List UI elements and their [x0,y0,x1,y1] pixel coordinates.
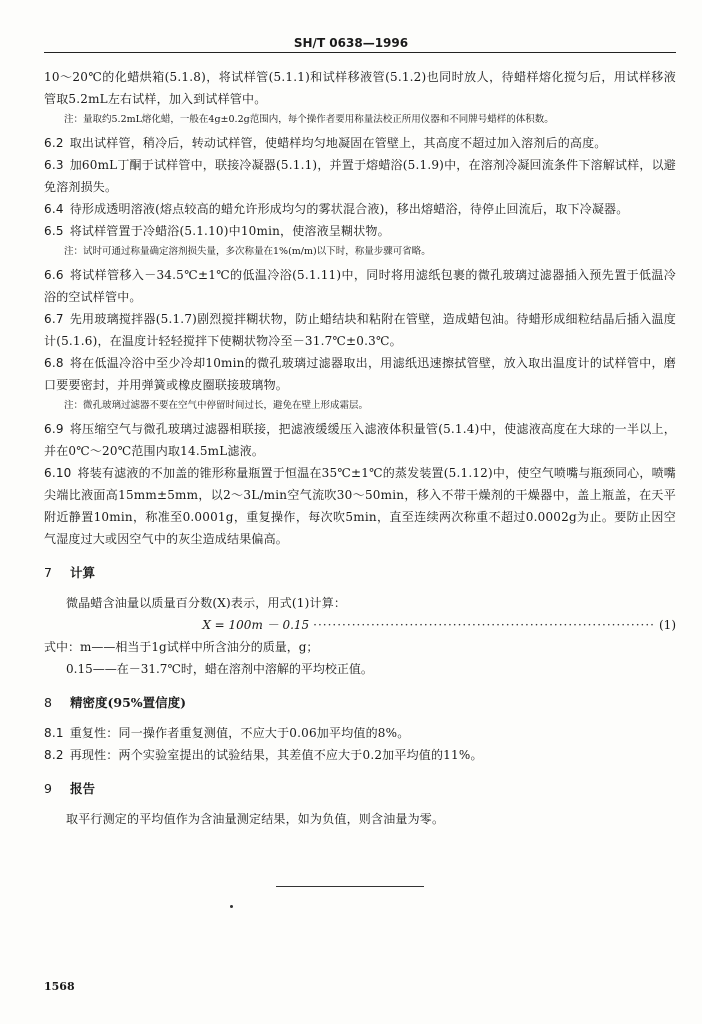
variable-constant-definition: 0.15——在－31.7℃时，蜡在溶剂中溶解的平均校正值。 [66,662,373,676]
clause-text: 取出试样管，稍冷后，转动试样管，使蜡样均匀地凝固在管壁上，其高度不超过加入溶剂后的高度。 [69,136,607,150]
clause-6-5 [44,220,676,242]
clause-text: 待形成透明溶液(熔点较高的蜡允许形成均匀的雾状混合液)，移出熔蜡浴，待停止回流后，取下冷凝器。 [69,202,629,216]
clause-number: 6.8 [44,356,64,370]
section-title: 精密度(95%置信度) [69,695,187,710]
clause-text: 加60mL丁酮于试样管中，联接冷凝器(5.1.1)，并置于熔蜡浴(5.1.9)中，在溶剂冷凝回流条件下溶解试样，以避免溶剂损失。 [44,158,676,194]
page-number: 1568 [44,980,75,993]
section-7-heading [44,562,676,584]
clause-6-6 [44,264,676,308]
clause-number: 8.1 [44,726,64,740]
clause-number: 6.5 [44,224,64,238]
section-8-heading [44,692,676,714]
clause-text: 将装有滤液的不加盖的锥形称量瓶置于恒温在35℃±1℃的蒸发装置(5.1.12)中，使空气喷嘴与瓶颈同心，喷嘴尖端比液面高15mm±5mm，以2～3L/min空气流吹30～50min，移入不带干燥剂的干燥器中，盖上瓶盖，在天平附近静置10min，称准至0.0001g，重复操作，每次吹5min，直至连续两次称重不超过0.0002g为止。要防止因空气湿度过大或因空气中的灰尘造成结果偏高。 [44,466,676,546]
clause-number: 6.7 [44,312,64,326]
clause-8-1 [44,722,676,744]
clause-number: 6.2 [44,136,64,150]
section-number: 8 [44,695,52,710]
clause-text: 将压缩空气与微孔玻璃过滤器相联接，把滤液缓缓压入滤液体积量管(5.1.4)中，使滤液高度在大球的一半以上，并在0℃～20℃范围内取14.5mL滤液。 [44,422,676,458]
section-number: 9 [44,781,52,796]
variable-m-definition: 式中：m——相当于1g试样中所含油分的质量，g； [44,640,319,654]
section-title: 报告 [69,781,95,796]
formula: X = 100m － 0.15 [202,618,310,632]
clause-number: 6.6 [44,268,64,282]
clause-text: 再现性：两个实验室提出的试验结果，其差值不应大于0.2加平均值的11%。 [69,748,483,762]
clause-number: 6.9 [44,422,64,436]
scan-speck [230,905,233,908]
formula-leader-dots: ······································································· [313,618,655,632]
clause-6-4 [44,198,676,220]
clause-8-2 [44,744,676,766]
section-number: 7 [44,565,52,580]
paragraph-continuation: 10～20℃的化蜡烘箱(5.1.8)，将试样管(5.1.1)和试样移液管(5.1.2)也同时放人，待蜡样熔化搅匀后，用试样移液管取5.2mL左右试样，加入到试样管中。 [44,70,676,106]
clause-text: 先用玻璃搅拌器(5.1.7)剧烈搅拌糊状物，防止蜡结块和粘附在管壁，造成蜡包油。待蜡形成细粒结晶后插入温度计(5.1.6)，在温度计轻轻搅拌下使糊状物冷至－31.7℃±0.3℃。 [44,312,676,348]
header-rule [44,52,676,53]
clause-number: 6.10 [44,466,72,480]
section-title: 计算 [69,565,95,580]
clause-6-8 [44,352,676,396]
formula-line [44,614,676,636]
note-1: 注：量取约5.2mL熔化蜡，一般在4g±0.2g范围内，每个操作者要用称量法校正所用仪器和不同牌号蜡样的体积数。 [64,114,554,125]
clause-text: 将试样管移入－34.5℃±1℃的低温冷浴(5.1.11)中，同时将用滤纸包裹的微孔玻璃过滤器插入预先置于低温冷浴的空试样管中。 [44,268,676,304]
clause-number: 6.4 [44,202,64,216]
page-header: SH/T 0638—1996 [293,36,409,50]
calculation-intro: 微晶蜡含油量以质量百分数(X)表示，用式(1)计算： [66,596,347,610]
clause-6-9 [44,418,676,462]
note-3: 注：微孔玻璃过滤器不要在空气中停留时间过长，避免在壁上形成霜层。 [64,400,369,411]
equation-number: (1) [659,618,676,632]
clause-text: 将试样管置于冷蜡浴(5.1.10)中10min，使溶液呈糊状物。 [69,224,390,238]
document-body [44,66,676,830]
report-text: 取平行测定的平均值作为含油量测定结果，如为负值，则含油量为零。 [66,812,445,826]
clause-number: 6.3 [44,158,64,172]
section-9-heading [44,778,676,800]
clause-6-10 [44,462,676,550]
clause-6-7 [44,308,676,352]
clause-6-2 [44,132,676,154]
clause-text: 重复性：同一操作者重复测值，不应大于0.06加平均值的8%。 [69,726,410,740]
clause-6-3 [44,154,676,198]
clause-text: 将在低温冷浴中至少冷却10min的微孔玻璃过滤器取出，用滤纸迅速擦拭管壁，放入取出温度计的试样管中，磨口要要密封，并用弹簧或橡皮圈联接玻璃物。 [44,356,676,392]
note-2: 注：试时可通过称量确定溶剂损失量，多次称量在1%(m/m)以下时，称量步骤可省略。 [64,246,431,257]
clause-number: 8.2 [44,748,64,762]
end-of-standard-rule [276,886,424,887]
